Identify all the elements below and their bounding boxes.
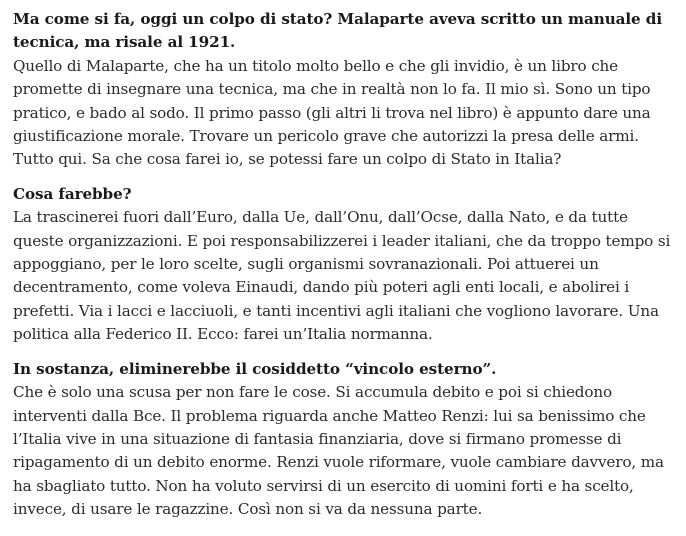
qa-block [13,8,677,172]
interview-question: Cosa farebbe? [13,184,132,203]
interview-question: Ma come si fa, oggi un colpo di stato? Malaparte aveva scritto un manuale di tecnica, ma risale al 1921. [13,10,662,52]
qa-block [13,183,677,347]
interview-answer: La trascinerei fuori dall’Euro, dalla Ue, dall’Onu, dall’Ocse, dalla Nato, e da tutte queste organizzazioni. E poi responsabilizzerei i leader italiani, che da troppo tempo si appoggiano, per le loro scelte, sugli organismi sovranazionali. Poi attuerei un decentramento, come voleva Einaudi, dando più poteri agli enti locali, e abolirei i prefetti. Via i lacci e lacciuoli, e tanti incentivi agli italiani che vogliono lavorare. Una politica alla Federico II. Ecco: farei un’Italia normanna. [13,208,671,344]
interview-answer: Quello di Malaparte, che ha un titolo molto bello e che gli invidio, è un libro che promette di insegnare una tecnica, ma che in realtà non lo fa. Il mio sì. Sono un tipo pratico, e bado al sodo. Il primo passo (gli altri li trova nel libro) è appunto dare una giustificazione morale. Trovare un pericolo grave che autorizzi la presa delle armi. Tutto qui. Sa che cosa farei io, se potessi fare un colpo di Stato in Italia? [13,56,651,169]
interview-answer: Che è solo una scusa per non fare le cose. Si accumula debito e poi si chiedono interventi dalla Bce. Il problema riguarda anche Matteo Renzi: lui sa benissimo che l’Italia vive in una situazione di fantasia finanziaria, dove si firmano promesse di ripagamento di un debito enorme. Renzi vuole riformare, vuole cambiare davvero, ma ha sbagliato tutto. Non ha voluto servirsi di un esercito di uomini forti e ha scelto, invece, di usare le ragazzine. Così non si va da nessuna parte. [13,383,664,519]
qa-block [13,358,677,522]
interview-question: In sostanza, eliminerebbe il cosiddetto “vincolo esterno”. [13,359,497,378]
interview-article [13,8,677,533]
